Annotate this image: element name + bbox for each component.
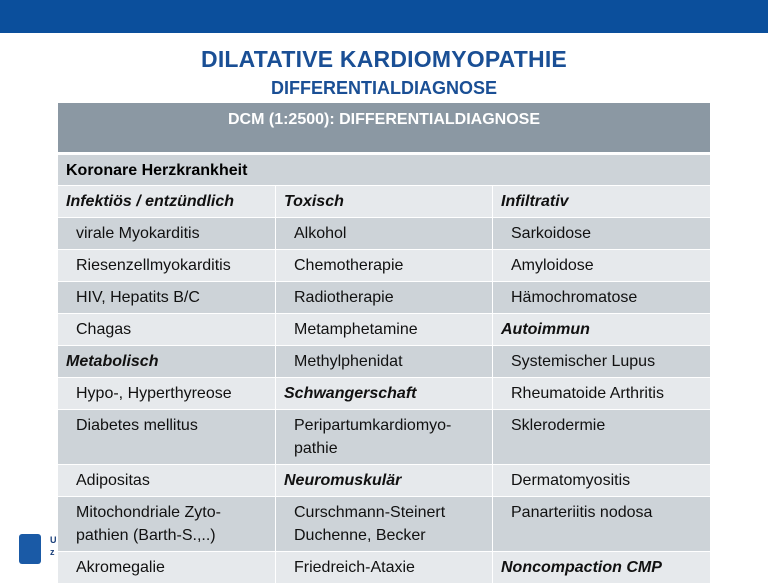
slide-title: DILATATIVE KARDIOMYOPATHIE [201, 46, 567, 72]
table-cell: Methylphenidat [276, 346, 493, 377]
table-row [58, 410, 710, 465]
table-cell: Sarkoidose [493, 218, 710, 249]
table-row [58, 314, 710, 346]
table-cell: Metamphetamine [276, 314, 493, 345]
slide-subtitle: DIFFERENTIALDIAGNOSE [270, 78, 497, 98]
category-heading: Neuromuskulär [276, 465, 493, 496]
category-heading: Schwangerschaft [276, 378, 493, 409]
table-cell: Mitochondriale Zyto-pathien (Barth-S.,..) [58, 497, 276, 551]
table-row [58, 465, 710, 497]
table-cell: Radiotherapie [276, 282, 493, 313]
category-heading: Noncompaction CMP [493, 552, 710, 583]
table-cell: Akromegalie [58, 552, 276, 583]
table-cell: Riesenzellmyokarditis [58, 250, 276, 281]
table-row [58, 346, 710, 378]
category-heading: Autoimmun [493, 314, 710, 345]
table-cell: Curschmann-Steinert Duchenne, Becker [276, 497, 493, 551]
category-heading: Infektiös / entzündlich [58, 186, 276, 217]
table-row [58, 282, 710, 314]
table-row [58, 552, 710, 584]
table-row [58, 218, 710, 250]
table-header: DCM (1:2500): DIFFERENTIALDIAGNOSE [58, 103, 710, 155]
table-cell: Alkohol [276, 218, 493, 249]
table-cell: Sklerodermie [493, 410, 710, 464]
table-cell: Panarteriitis nodosa [493, 497, 710, 551]
table-cell: Adipositas [58, 465, 276, 496]
category-heading: Toxisch [276, 186, 493, 217]
table-row [58, 497, 710, 552]
table-cell: HIV, Hepatits B/C [58, 282, 276, 313]
table-cell: Chemotherapie [276, 250, 493, 281]
table-cell: Amyloidose [493, 250, 710, 281]
table-cell: Systemischer Lupus [493, 346, 710, 377]
top-banner [0, 0, 768, 33]
table-cell: Chagas [58, 314, 276, 345]
category-heading: Metabolisch [58, 346, 276, 377]
table-cell: Hypo-, Hyperthyreose [58, 378, 276, 409]
table-cell: Peripartumkardiomyo-pathie [276, 410, 493, 464]
logo-letters: U z [50, 535, 57, 557]
table-cell: Rheumatoide Arthritis [493, 378, 710, 409]
table-cell: Dermatomyositis [493, 465, 710, 496]
table-cell: Hämochromatose [493, 282, 710, 313]
table-row [58, 250, 710, 282]
differential-diagnosis-table [58, 103, 710, 584]
table-full-row: Koronare Herzkrankheit [58, 155, 710, 186]
table-row [58, 378, 710, 410]
table-row [58, 186, 710, 218]
university-logo-icon [19, 534, 41, 564]
table-cell: Diabetes mellitus [58, 410, 276, 464]
category-heading: Infiltrativ [493, 186, 710, 217]
table-cell: virale Myokarditis [58, 218, 276, 249]
table-cell: Friedreich-Ataxie [276, 552, 493, 583]
